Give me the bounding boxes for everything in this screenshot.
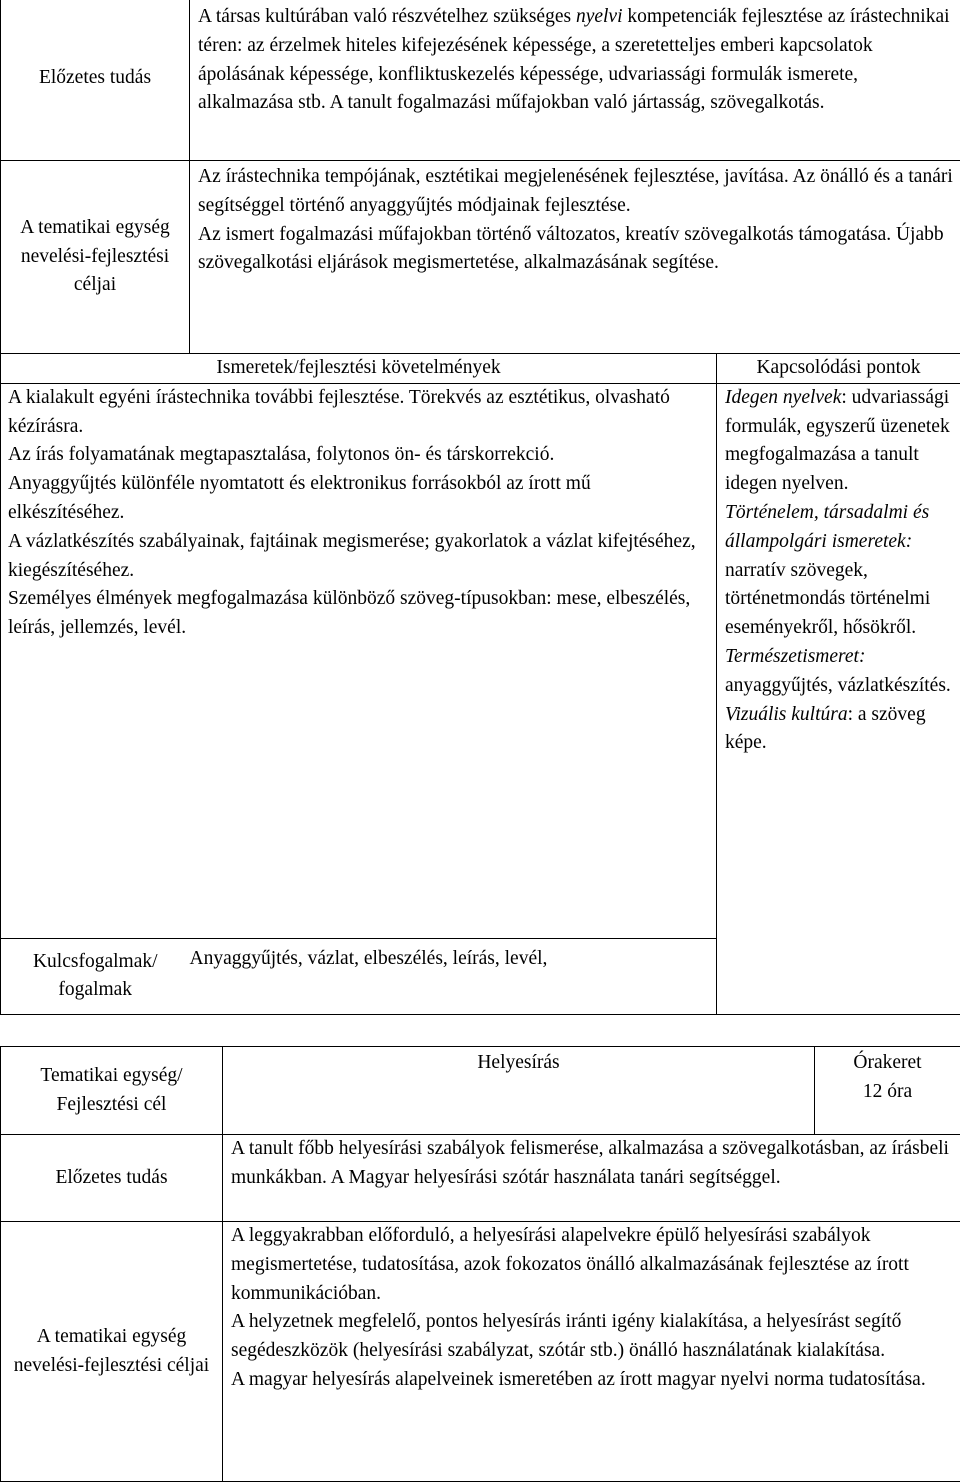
goals-cell-2 — [223, 1222, 960, 1482]
goal-paragraph: A leggyakrabban előforduló, a helyesírási alapelvekre épülő helyesírási szabályok megismertetése, tudatosítása, azok fokozatos önálló alkalmazásának fejlesztése az írott kommunikációban. — [231, 1222, 954, 1308]
prior-knowledge-label: Előzetes tudás — [1, 0, 190, 161]
connection-text: udvariassági formulák, egyszerű üzenetek megfogalmazása a tanult idegen nyelven. — [725, 387, 950, 494]
goal-paragraph: Az írástechnika tempójának, esztétikai megjelenésének fejlesztése, javítása. Az önálló és a tanári segítséggel történő anyaggyűjtés módjainak fejlesztése. — [198, 163, 954, 221]
prior-knowledge-label-2: Előzetes tudás — [1, 1135, 223, 1222]
requirements-cell — [1, 383, 717, 938]
connection-sep: : — [848, 704, 853, 725]
requirement-item: Anyaggyűjtés különféle nyomtatott és elektronikus forrásokból az írott mű elkészítéséhez. — [8, 470, 706, 528]
connection-sep: : — [841, 387, 846, 408]
prior-knowledge-text-2: A tanult főbb helyesírási szabályok felismerése, alkalmazása a szövegalkotásban, az írásbeli munkákban. A Magyar helyesírási szótár használata tanári segítséggel. — [223, 1135, 960, 1222]
goal-paragraph: A helyzetnek megfelelő, pontos helyesírás iránti igény kialakítása, a helyesírást segítő segédeszközök (helyesírási szabályzat, szótár stb.) önálló használatának kialakítása. — [231, 1308, 954, 1366]
requirement-item: Személyes élmények megfogalmazása különböző szöveg-típusokban: mese, elbeszélés, leírás, jellemzés, levél. — [8, 585, 706, 643]
connection-item — [725, 701, 956, 759]
hours-value: 12 óra — [815, 1078, 960, 1107]
connection-subject: Természetismeret: — [725, 646, 865, 667]
prior-knowledge-text-a: A társas kultúrában való részvételhez szükséges — [198, 6, 576, 27]
hours-label: Órakeret — [815, 1049, 960, 1078]
goals-label: A tematikai egység nevelési-fejlesztési céljai — [1, 161, 190, 354]
connections-header: Kapcsolódási pontok — [717, 354, 960, 384]
requirement-item: A vázlatkészítés szabályainak, fajtáinak megismerése; gyakorlatok a vázlat kifejtéséhez, kiegészítéséhez. — [8, 528, 706, 586]
connection-text: anyaggyűjtés, vázlatkészítés. — [725, 675, 951, 696]
requirement-item: A kialakult egyéni írástechnika további fejlesztése. Törekvés az esztétikus, olvasható kézírásra. — [8, 384, 706, 442]
connections-cell — [717, 383, 960, 1014]
goals-cell — [190, 161, 960, 354]
connection-item — [725, 643, 956, 701]
requirement-item: Az írás folyamatának megtapasztalása, folytonos ön- és társkorrekció. — [8, 441, 706, 470]
keywords-label: Kulcsfogalmak/ fogalmak — [1, 938, 190, 1014]
connection-subject: Vizuális kultúra — [725, 704, 848, 725]
requirements-header: Ismeretek/fejlesztési követelmények — [1, 354, 717, 384]
connection-subject: Idegen nyelvek — [725, 387, 841, 408]
goal-paragraph: Az ismert fogalmazási műfajokban történő változatos, kreatív szövegalkotás támogatása. Újabb szövegalkotási eljárások megismertetése, alkalmazásának segítése. — [198, 221, 954, 279]
connection-text: a szöveg képe. — [725, 704, 926, 754]
connection-item — [725, 499, 956, 643]
connection-text: narratív szövegek, történetmondás történelmi eseményekről, hősökről. — [725, 560, 930, 639]
goals-label-2: A tematikai egység nevelési-fejlesztési céljai — [1, 1222, 223, 1482]
prior-knowledge-text — [198, 3, 954, 118]
unit-title: Helyesírás — [223, 1047, 815, 1135]
keywords-text: Anyaggyűjtés, vázlat, elbeszélés, leírás, levél, — [190, 938, 717, 1014]
prior-knowledge-text-italic: nyelvi — [576, 6, 623, 27]
prior-knowledge-cell — [190, 0, 960, 161]
prior-knowledge-text-b: kompetenciák fejlesztése az írástechnikai téren: az érzelmek hiteles kifejezésének képessége, a szeretetteljes emberi kapcsolatok ápolásának képessége, konfliktuskezelés képessége, udvariassági formulák ismerete, alkalmazása stb. A tanult fogalmazási műfajokban való jártasság, szövegalkotás. — [198, 6, 950, 113]
curriculum-table-2 — [0, 1046, 960, 1482]
connection-subject: Történelem, társadalmi és állampolgári ismeretek: — [725, 502, 929, 552]
unit-label: Tematikai egység/ Fejlesztési cél — [1, 1047, 223, 1135]
hours-cell — [815, 1047, 960, 1135]
goal-paragraph: A magyar helyesírás alapelveinek ismeretében az írott magyar nyelvi norma tudatosítása. — [231, 1366, 954, 1395]
connection-item — [725, 384, 956, 499]
